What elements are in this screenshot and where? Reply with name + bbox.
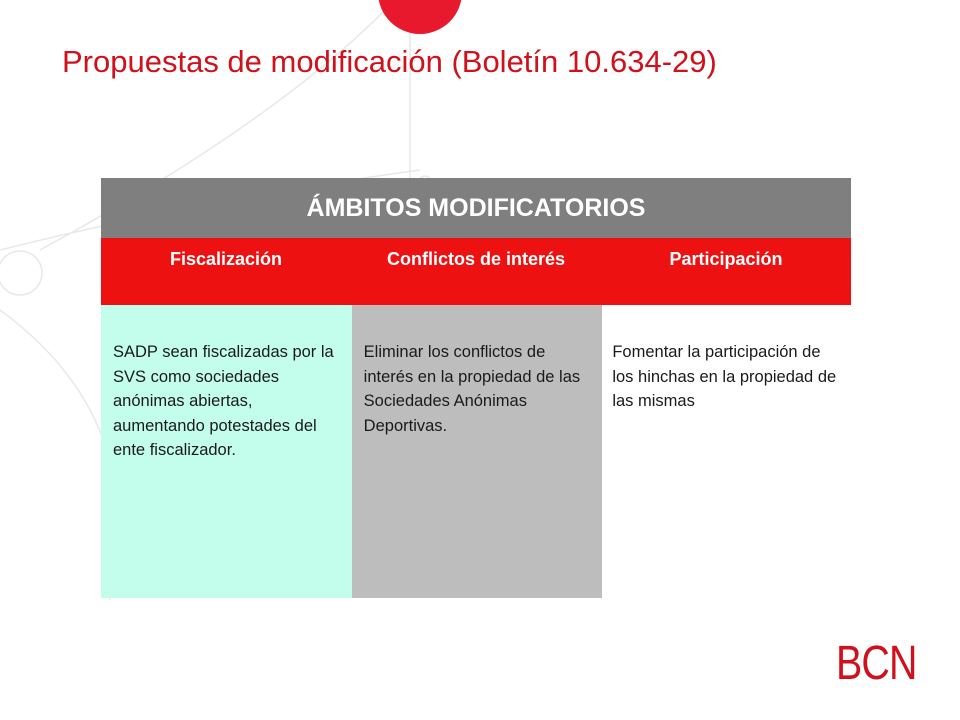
description-participacion: Fomentar la participación de los hinchas en la propiedad de las mismas xyxy=(602,305,851,598)
category-conflictos-de-interes: Conflictos de interés xyxy=(386,249,566,269)
modification-scopes-table xyxy=(101,178,851,598)
description-fiscalizacion: SADP sean fiscalizadas por la SVS como sociedades anónimas abiertas, aumentando potestades del ente fiscalizador. xyxy=(101,305,352,598)
red-dot-decoration xyxy=(378,0,462,34)
slide-title: Propuestas de modificación (Boletín 10.634-29) xyxy=(62,44,717,79)
category-row xyxy=(101,238,851,305)
bcn-logo: BCN xyxy=(836,637,917,690)
category-fiscalizacion: Fiscalización xyxy=(169,249,283,269)
description-conflictos-de-interes: Eliminar los conflictos de interés en la propiedad de las Sociedades Anónimas Deportivas. xyxy=(352,305,603,598)
table-header: ÁMBITOS MODIFICATORIOS xyxy=(101,178,851,238)
description-row xyxy=(101,305,851,598)
category-participacion: Participación xyxy=(669,249,783,269)
